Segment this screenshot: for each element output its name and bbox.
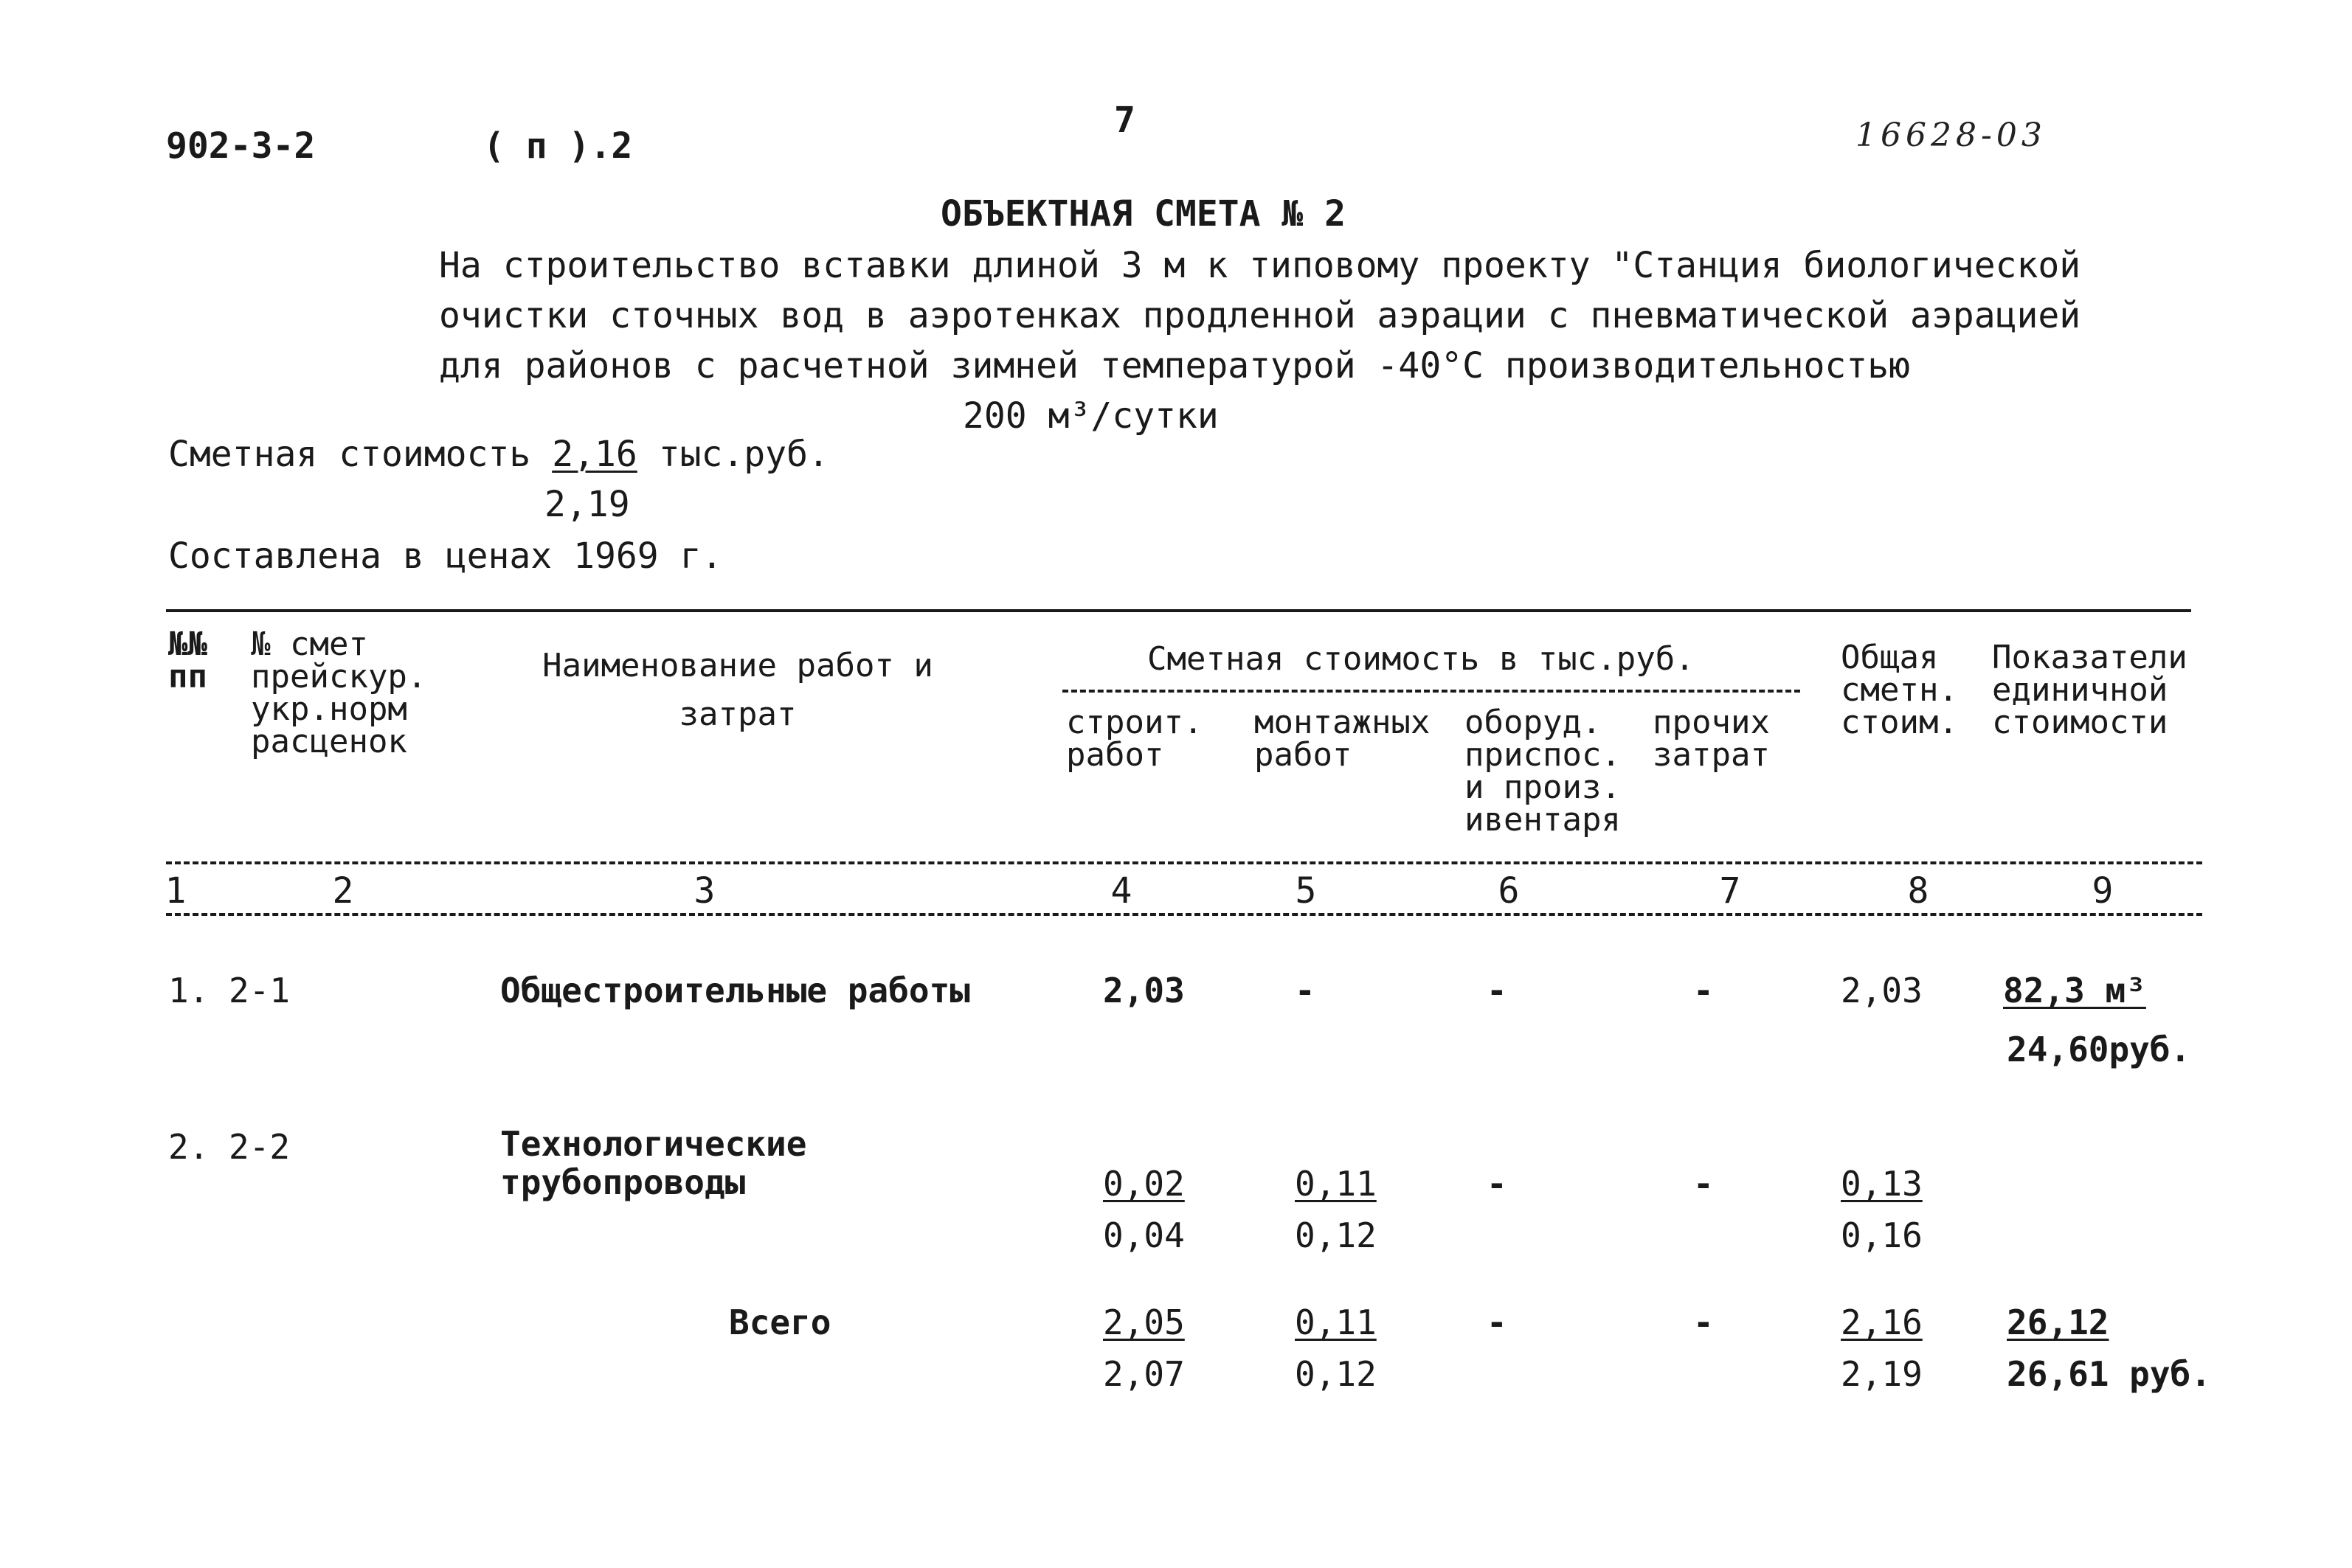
row-total-cost: 0,13 <box>1841 1164 1923 1204</box>
row-installation-cost: - <box>1295 971 1315 1010</box>
prices-note: Составлена в ценах 1969 г. <box>168 535 723 577</box>
row-unit-indicator-volume: 82,3 м³ <box>2003 971 2146 1010</box>
column-number-9: 9 <box>2092 870 2114 912</box>
column-numbers-top-rule <box>166 861 2202 864</box>
column-number-2: 2 <box>332 870 354 912</box>
header-total-cost: Общая сметн. стоим. <box>1841 639 1958 741</box>
row-name-line-1: Технологические <box>500 1124 807 1164</box>
page-title: ОБЪЕКТНАЯ СМЕТА № 2 <box>941 193 1346 235</box>
total-installation-cost-revised: 0,12 <box>1295 1354 1377 1394</box>
header-other: прочих затрат <box>1653 704 1770 774</box>
column-number-4: 4 <box>1110 870 1132 912</box>
header-installation: монтажных работ <box>1254 704 1431 774</box>
page-number: 7 <box>1114 100 1135 141</box>
doc-code: 902-3-2 <box>166 125 316 167</box>
total-label: Всего <box>729 1302 831 1342</box>
subtitle-line-3: для районов с расчетной зимней температурой -40°С производительностью <box>439 345 1910 386</box>
row-code: 2-2 <box>229 1127 291 1167</box>
row-number: 2. <box>168 1127 210 1167</box>
column-number-3: 3 <box>694 870 716 912</box>
row-construction-cost: 2,03 <box>1103 971 1185 1010</box>
total-cost-revised: 2,19 <box>1841 1354 1923 1394</box>
row-equipment-cost: - <box>1487 971 1507 1010</box>
header-cost-group: Сметная стоимость в тыс.руб. <box>1147 640 1695 678</box>
total-installation-cost: 0,11 <box>1295 1302 1377 1342</box>
header-group-rule <box>1062 690 1800 693</box>
row-other-cost: - <box>1693 971 1714 1010</box>
total-unit-indicator-revised: 26,61 руб. <box>2007 1354 2211 1394</box>
row-installation-cost: 0,11 <box>1295 1164 1377 1204</box>
row-other-cost: - <box>1693 1164 1714 1204</box>
cost-value-top: 2,16 <box>552 434 637 475</box>
handwritten-number: 16628-03 <box>1855 117 2047 154</box>
row-construction-cost: 0,02 <box>1103 1164 1185 1204</box>
subtitle-line-2: очистки сточных вод в аэротенках продленной аэрации с пневматической аэрацией <box>439 295 2081 336</box>
subtitle-line-4: 200 м³/сутки <box>963 395 1219 437</box>
column-number-1: 1 <box>165 870 187 912</box>
total-other-cost: - <box>1693 1302 1714 1342</box>
total-construction-cost-revised: 2,07 <box>1103 1354 1185 1394</box>
row-name-line-2: трубопроводы <box>500 1162 746 1202</box>
header-estimate-code: № смет прейскур. укр.норм расценок <box>251 625 427 760</box>
row-code: 2-1 <box>229 971 291 1010</box>
column-number-6: 6 <box>1498 870 1520 912</box>
total-equipment-cost: - <box>1487 1302 1507 1342</box>
header-work-name: Наименование работ и затрат <box>542 647 933 733</box>
column-number-7: 7 <box>1719 870 1741 912</box>
row-total-cost-revised: 0,16 <box>1841 1215 1923 1255</box>
table-top-rule <box>166 609 2191 612</box>
row-installation-cost-revised: 0,12 <box>1295 1215 1377 1255</box>
header-unit-indicators: Показатели единичной стоимости <box>1992 639 2187 741</box>
header-row-number: №№ пп <box>168 625 207 695</box>
row-equipment-cost: - <box>1487 1164 1507 1204</box>
total-unit-indicator: 26,12 <box>2007 1302 2109 1342</box>
header-construction: строит. работ <box>1066 704 1203 774</box>
album-number: ( п ).2 <box>483 125 633 167</box>
cost-unit: тыс.руб. <box>658 434 829 475</box>
row-total-cost: 2,03 <box>1841 971 1923 1010</box>
column-numbers-bottom-rule <box>166 913 2202 916</box>
header-equipment: оборуд. приспос. и произ. ивентаря <box>1464 704 1621 839</box>
row-construction-cost-revised: 0,04 <box>1103 1215 1185 1255</box>
cost-line <box>168 434 829 475</box>
column-number-8: 8 <box>1907 870 1929 912</box>
row-unit-indicator-price: 24,60руб. <box>2007 1030 2191 1069</box>
row-name: Общестроительные работы <box>500 971 970 1010</box>
cost-label: Сметная стоимость <box>168 434 531 475</box>
column-number-5: 5 <box>1295 870 1317 912</box>
row-number: 1. <box>168 971 210 1010</box>
total-cost: 2,16 <box>1841 1302 1923 1342</box>
subtitle-line-1: На строительство вставки длиной 3 м к типовому проекту "Станция биологической <box>439 245 2081 286</box>
total-construction-cost: 2,05 <box>1103 1302 1185 1342</box>
cost-value-bottom: 2,19 <box>544 484 630 525</box>
